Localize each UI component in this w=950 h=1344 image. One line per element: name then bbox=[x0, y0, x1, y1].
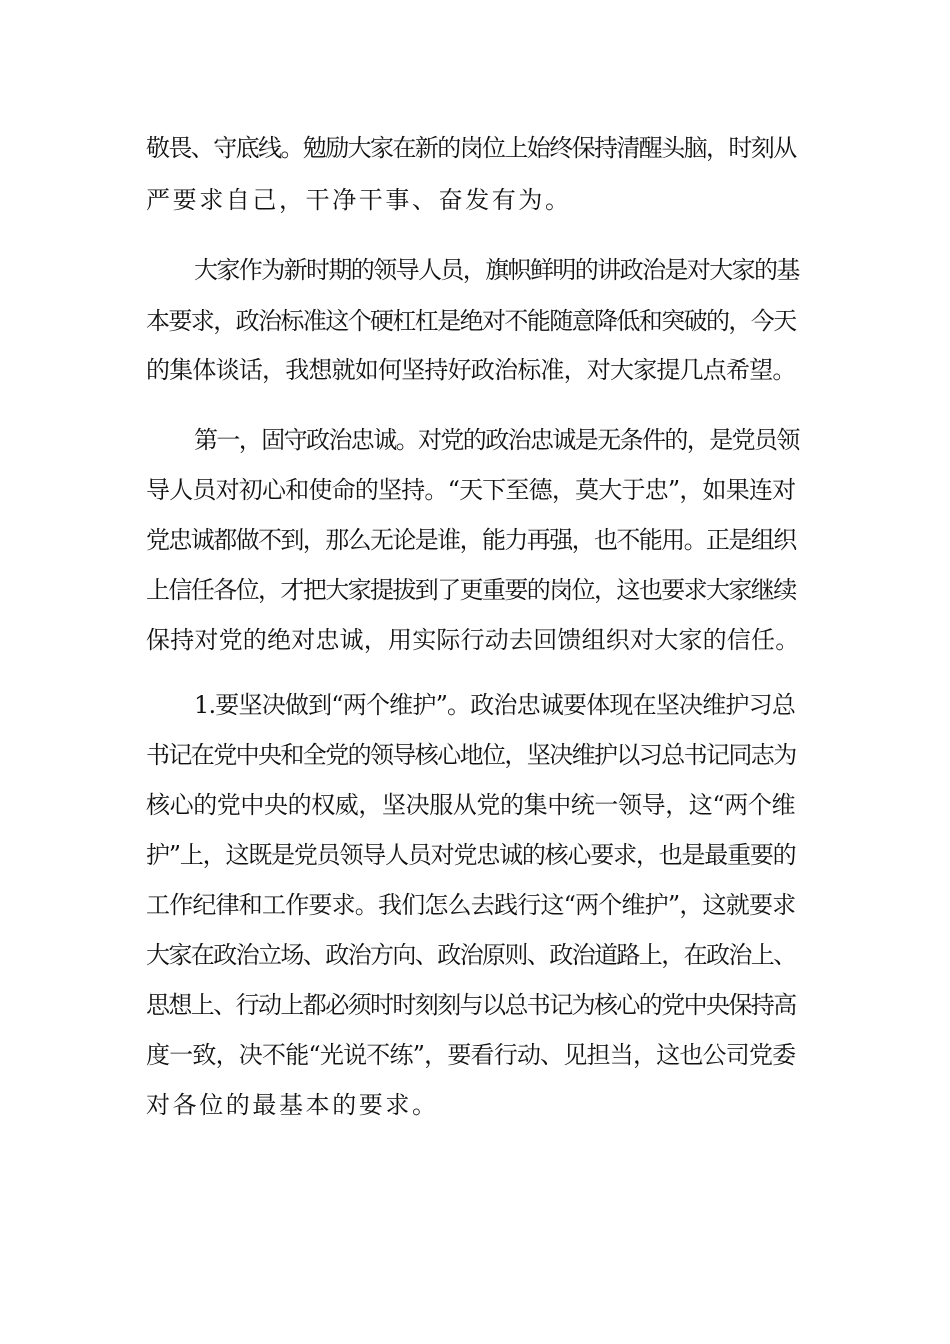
text-line: 度一致，决不能“光说不练”，要看行动、见担当，这也公司党委 bbox=[146, 1041, 796, 1069]
text-line: 核心的党中央的权威，坚决服从党的集中统一领导，这“两个维 bbox=[146, 791, 796, 819]
paragraph-first-line: 1.要坚决做到“两个维护”。政治忠诚要体现在坚决维护习总 bbox=[194, 691, 796, 719]
text-line: 上信任各位，才把大家提拔到了更重要的岗位，这也要求大家继续 bbox=[146, 576, 796, 604]
paragraph-first-line: 第一，固守政治忠诚。对党的政治忠诚是无条件的，是党员领 bbox=[194, 426, 799, 454]
text-line: 导人员对初心和使命的坚持。“天下至德，莫大于忠”，如果连对 bbox=[146, 476, 796, 504]
text-line: 护”上，这既是党员领导人员对党忠诚的核心要求，也是最重要的 bbox=[146, 841, 796, 869]
text-line: 对各位的最基本的要求。 bbox=[146, 1091, 439, 1119]
text-line: 思想上、行动上都必须时时刻刻与以总书记为核心的党中央保持高 bbox=[146, 991, 796, 1019]
text-line: 工作纪律和工作要求。我们怎么去践行这“两个维护”，这就要求 bbox=[146, 891, 796, 919]
paragraph-first-line: 大家作为新时期的领导人员，旗帜鲜明的讲政治是对大家的基 bbox=[194, 256, 799, 284]
text-line: 敬畏、守底线。勉励大家在新的岗位上始终保持清醒头脑，时刻从 bbox=[146, 134, 796, 162]
text-line: 本要求，政治标准这个硬杠杠是绝对不能随意降低和突破的，今天 bbox=[146, 307, 796, 335]
text-line: 严要求自己，干净干事、奋发有为。 bbox=[146, 186, 572, 214]
text-line: 的集体谈话，我想就如何坚持好政治标准，对大家提几点希望。 bbox=[146, 356, 796, 384]
text-line: 书记在党中央和全党的领导核心地位，坚决维护以习总书记同志为 bbox=[146, 741, 796, 769]
text-line: 大家在政治立场、政治方向、政治原则、政治道路上，在政治上、 bbox=[146, 941, 796, 969]
text-line: 保持对党的绝对忠诚，用实际行动去回馈组织对大家的信任。 bbox=[146, 626, 800, 654]
text-line: 党忠诚都做不到，那么无论是谁，能力再强，也不能用。正是组织 bbox=[146, 526, 796, 554]
